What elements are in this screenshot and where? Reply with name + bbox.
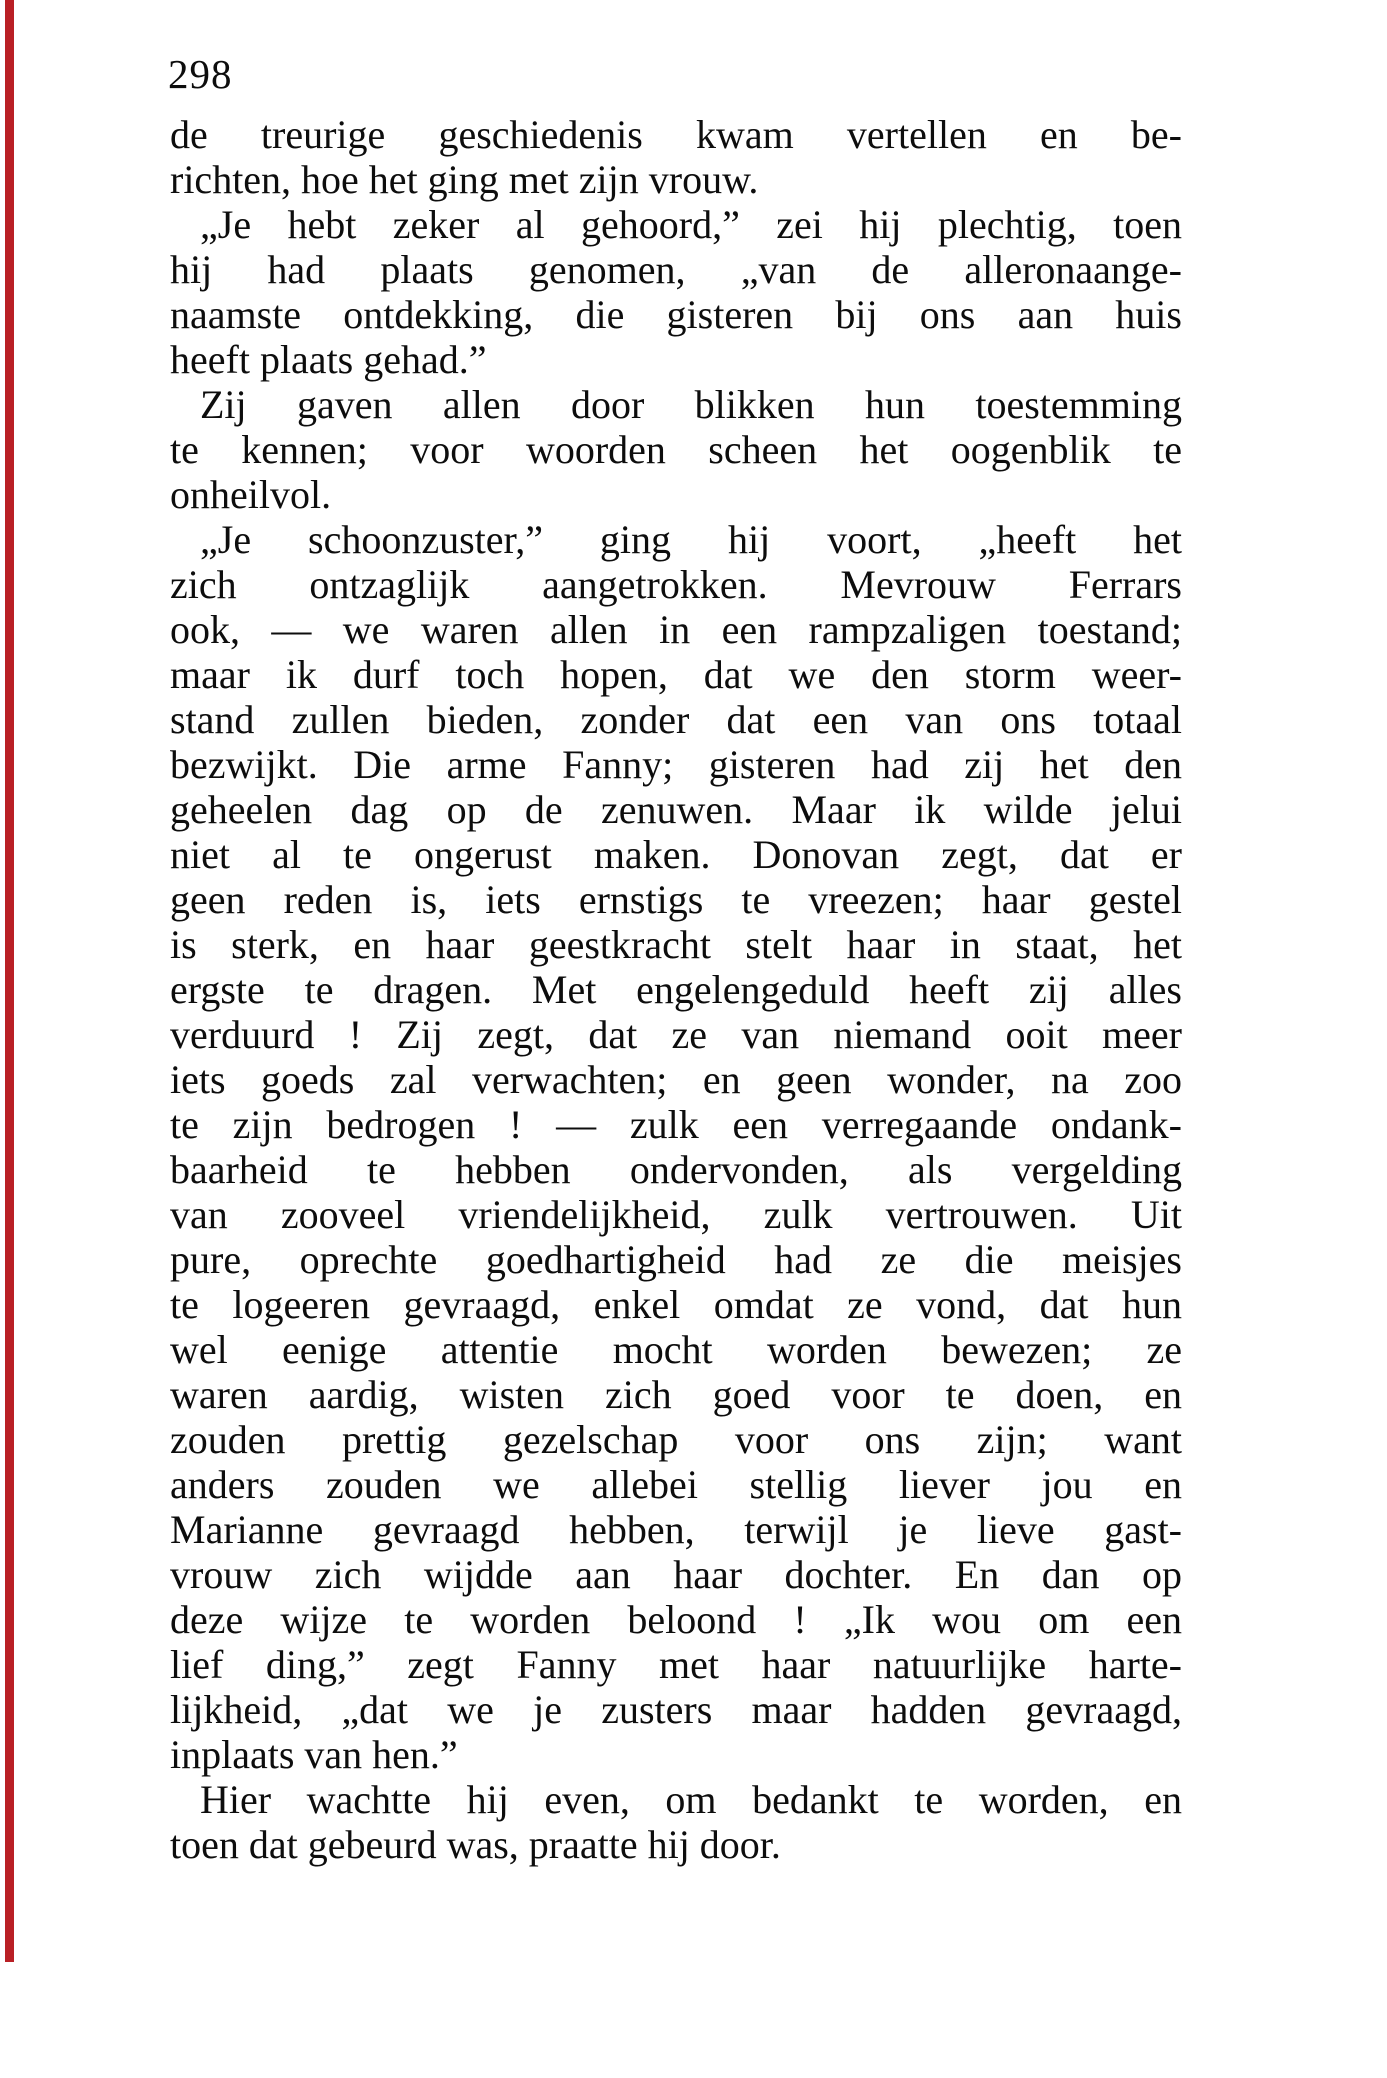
text-line: zouden prettig gezelschap voor ons zijn; want xyxy=(170,1417,1182,1462)
text-line: hij had plaats genomen, „van de alleronaange- xyxy=(170,247,1182,292)
text-line: naamste ontdekking, die gisteren bij ons aan huis xyxy=(170,292,1182,337)
text-line: bezwijkt. Die arme Fanny; gisteren had zij het den xyxy=(170,742,1182,787)
text-line: is sterk, en haar geestkracht stelt haar in staat, het xyxy=(170,922,1182,967)
text-line: lief ding,” zegt Fanny met haar natuurlijke harte- xyxy=(170,1642,1182,1687)
text-line: richten, hoe het ging met zijn vrouw. xyxy=(170,157,759,202)
text-line: geen reden is, iets ernstigs te vreezen; haar gestel xyxy=(170,877,1182,922)
page-text xyxy=(170,112,1182,1867)
text-line: onheilvol. xyxy=(170,472,332,517)
text-line: toen dat gebeurd was, praatte hij door. xyxy=(170,1822,781,1867)
text-line: wel eenige attentie mocht worden bewezen; ze xyxy=(170,1327,1182,1372)
text-line: te logeeren gevraagd, enkel omdat ze vond, dat hun xyxy=(170,1282,1182,1327)
text-line: lijkheid, „dat we je zusters maar hadden gevraagd, xyxy=(170,1687,1182,1732)
text-line: „Je schoonzuster,” ging hij voort, „heeft het xyxy=(200,517,1182,562)
text-line: anders zouden we allebei stellig liever jou en xyxy=(170,1462,1182,1507)
text-line: te zijn bedrogen ! — zulk een verregaande ondank- xyxy=(170,1102,1182,1147)
scan-edge-line xyxy=(5,0,14,1962)
text-line: verduurd ! Zij zegt, dat ze van niemand ooit meer xyxy=(170,1012,1182,1057)
text-line: baarheid te hebben ondervonden, als vergelding xyxy=(170,1147,1182,1192)
text-line: heeft plaats gehad.” xyxy=(170,337,487,382)
page-number: 298 xyxy=(168,51,233,97)
text-line: zich ontzaglijk aangetrokken. Mevrouw Ferrars xyxy=(170,562,1182,607)
text-line: maar ik durf toch hopen, dat we den storm weer- xyxy=(170,652,1182,697)
text-line: ook, — we waren allen in een rampzaligen toestand; xyxy=(170,607,1182,652)
text-line: vrouw zich wijdde aan haar dochter. En dan op xyxy=(170,1552,1182,1597)
text-line: van zooveel vriendelijkheid, zulk vertrouwen. Uit xyxy=(170,1192,1182,1237)
text-line: deze wijze te worden beloond ! „Ik wou om een xyxy=(170,1597,1182,1642)
text-line: ergste te dragen. Met engelengeduld heeft zij alles xyxy=(170,967,1182,1012)
text-line: pure, oprechte goedhartigheid had ze die meisjes xyxy=(170,1237,1182,1282)
text-line: te kennen; voor woorden scheen het oogenblik te xyxy=(170,427,1182,472)
text-line: Zij gaven allen door blikken hun toestemming xyxy=(200,382,1182,427)
text-line: iets goeds zal verwachten; en geen wonder, na zoo xyxy=(170,1057,1182,1102)
text-line: stand zullen bieden, zonder dat een van ons totaal xyxy=(170,697,1182,742)
text-line: „Je hebt zeker al gehoord,” zei hij plechtig, toen xyxy=(200,202,1182,247)
text-line: inplaats van hen.” xyxy=(170,1732,458,1777)
text-line: Marianne gevraagd hebben, terwijl je lieve gast- xyxy=(170,1507,1182,1552)
text-line: geheelen dag op de zenuwen. Maar ik wilde jelui xyxy=(170,787,1182,832)
text-line: Hier wachtte hij even, om bedankt te worden, en xyxy=(200,1777,1182,1822)
text-line: de treurige geschiedenis kwam vertellen en be- xyxy=(170,112,1182,157)
text-line: waren aardig, wisten zich goed voor te doen, en xyxy=(170,1372,1182,1417)
text-line: niet al te ongerust maken. Donovan zegt, dat er xyxy=(170,832,1182,877)
